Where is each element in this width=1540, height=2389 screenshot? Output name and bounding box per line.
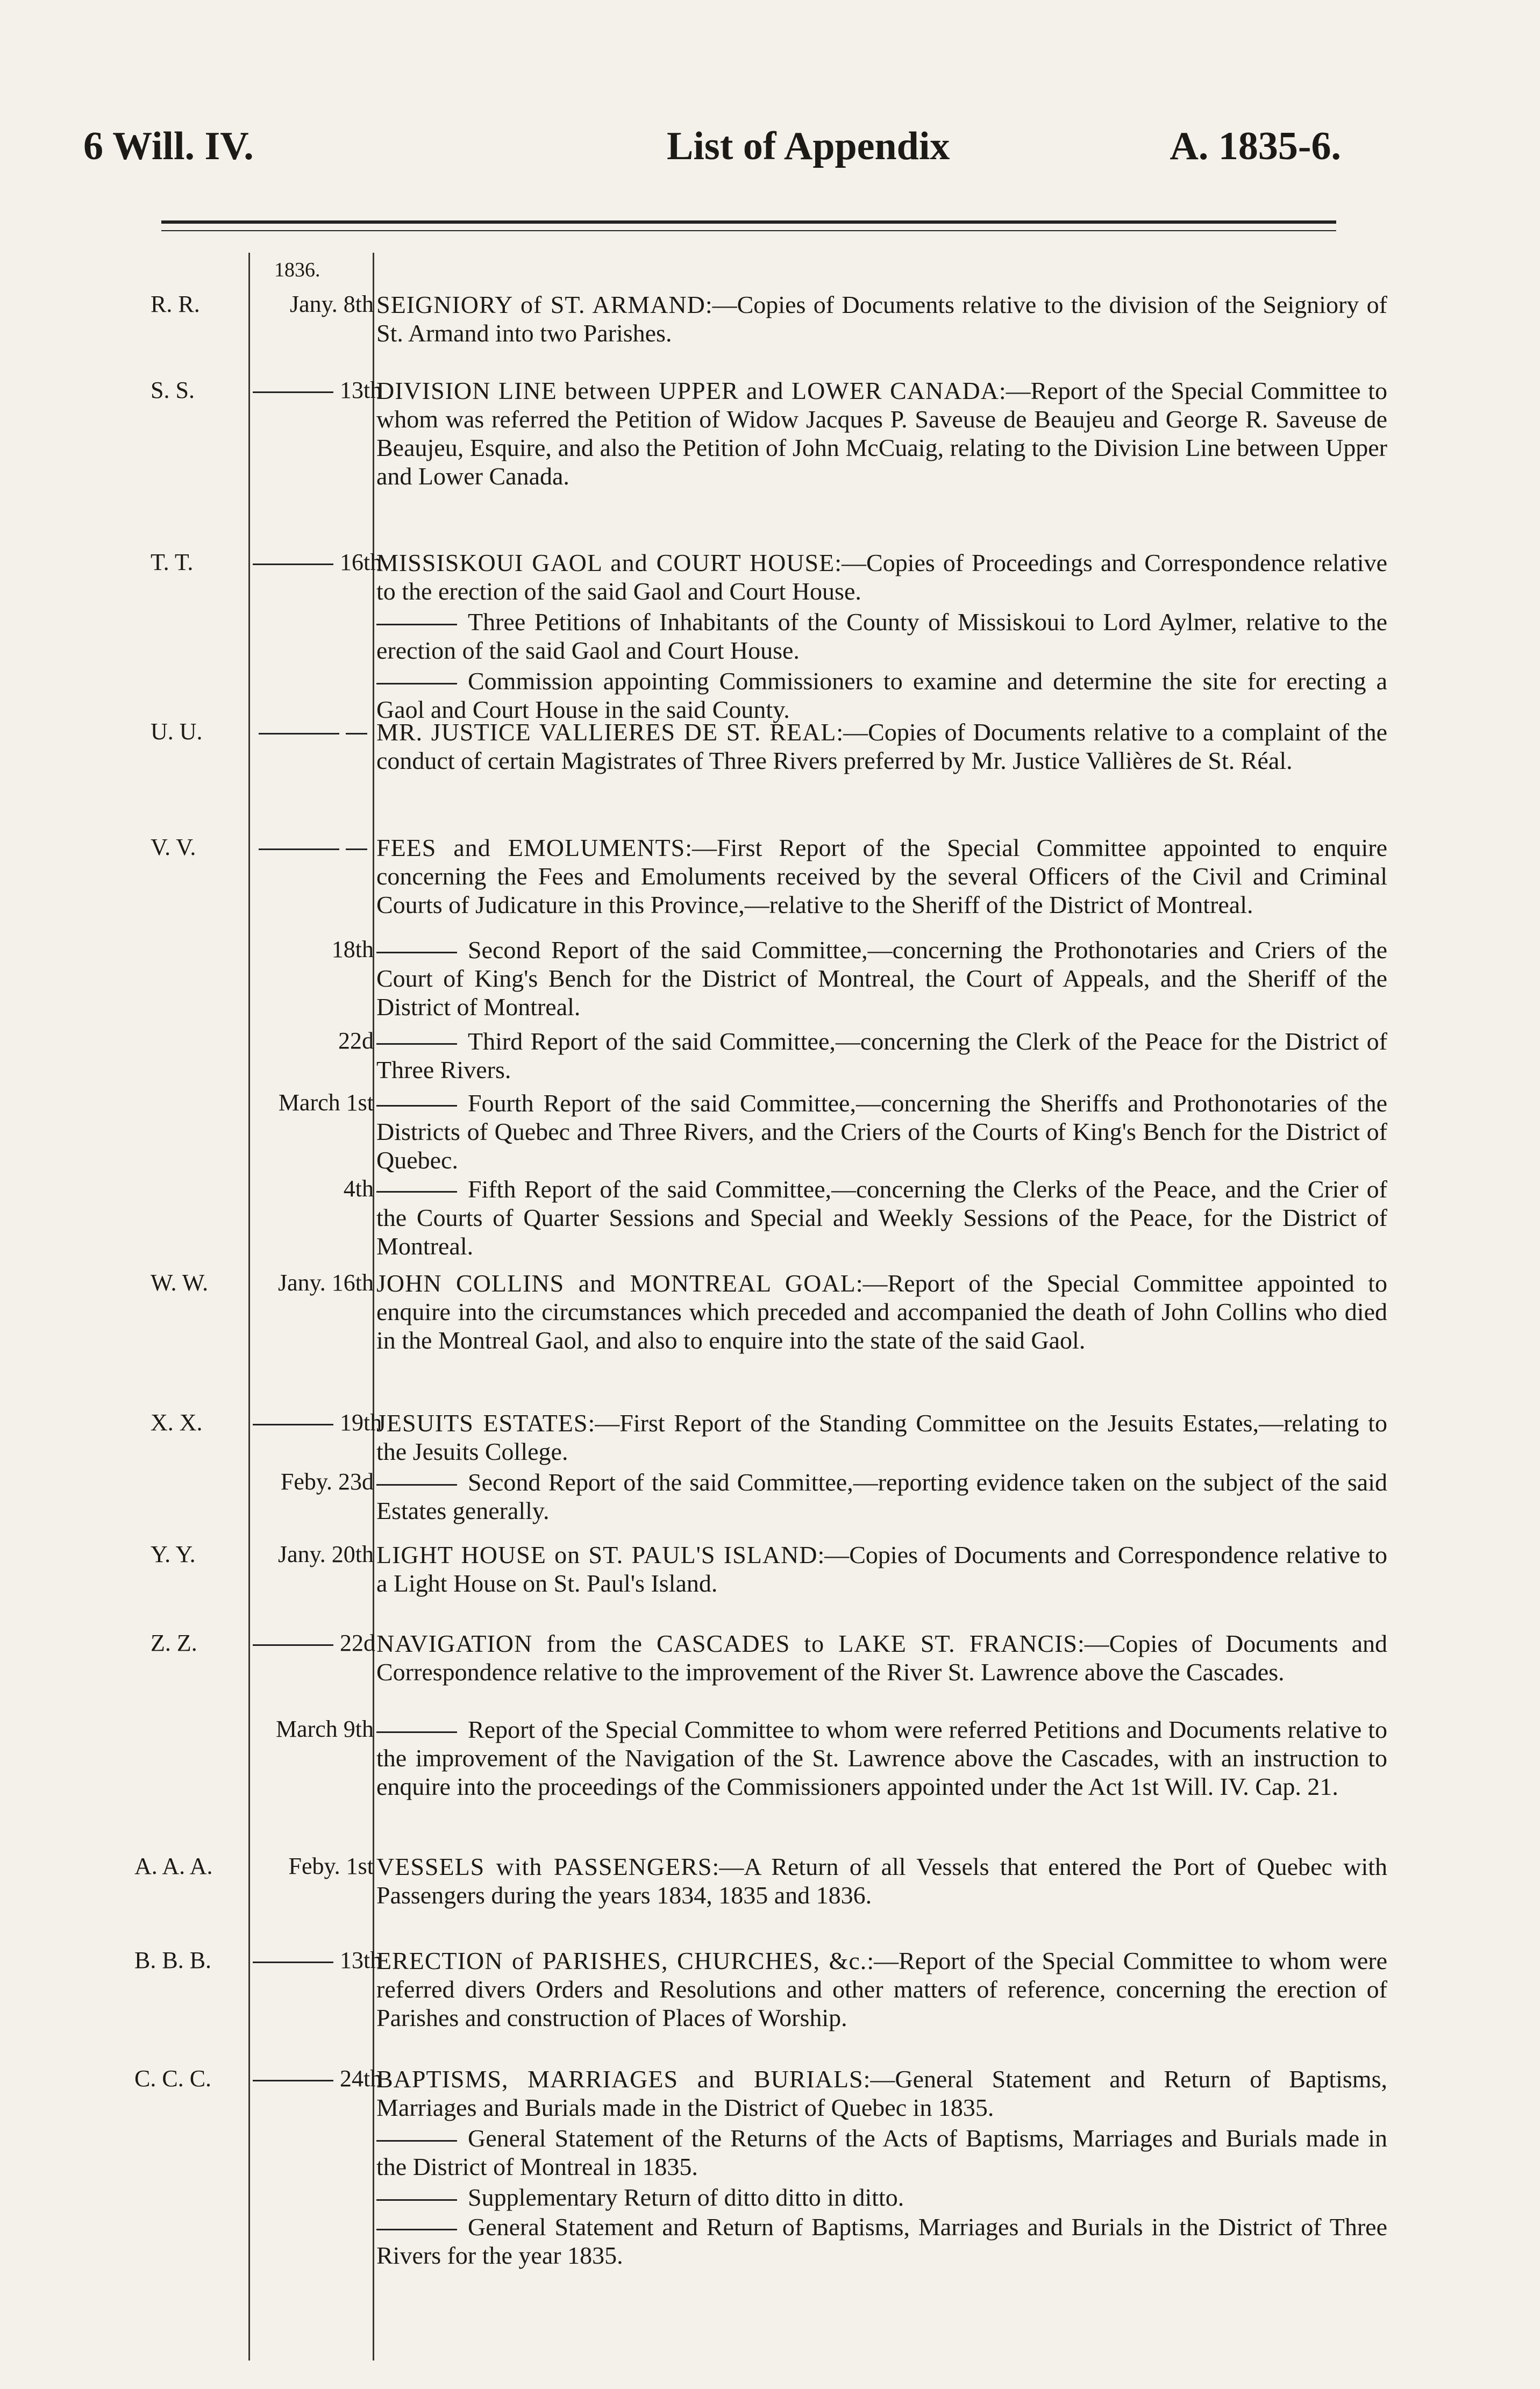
ditto-dash xyxy=(253,2080,333,2081)
entry-letter: X. X. xyxy=(151,1409,203,1436)
item-date: March 9th xyxy=(275,1716,374,1742)
entry-text: :—A Return of all Vessels that entered the Port of Quebec with Passengers during the years 1834, 1835 and 1836. xyxy=(376,1853,1387,1909)
entry-title: VESSELS with PASSENGERS xyxy=(376,1853,712,1880)
ditto-dash xyxy=(253,564,333,565)
ditto-dash xyxy=(376,683,457,684)
entry-date: 22d xyxy=(253,1629,374,1657)
ditto-dash xyxy=(259,848,339,850)
entry-title: LIGHT HOUSE on ST. PAUL'S ISLAND xyxy=(376,1541,818,1568)
entry-sub-item: Fifth Report of the said Committee,—concerning the Clerks of the Peace, and the Crier of the Courts of Quarter Sessions and Special and Weekly Sessions of the Peace, for the District of Montreal. xyxy=(376,1175,1387,1260)
entry-text: :—Copies of Documents relative to the division of the Seigniory of St. Armand into two Parishes. xyxy=(376,291,1387,347)
entry-text: :—Report of the Special Committee to whom was referred the Petition of Widow Jacques P. Saveuse de Beaujeu and George R. Saveuse de Beaujeu, Esquire, and also the Petition of John McCuaig, relating to the Division Line between Upper and Lower Canada. xyxy=(376,377,1387,490)
ditto-dash xyxy=(259,733,339,734)
entry-date: 13th xyxy=(253,1946,374,1974)
entry-subject xyxy=(376,1852,1387,1909)
item-date: Feby. 23d xyxy=(280,1468,374,1495)
entry-subject xyxy=(376,290,1387,347)
entry-subject xyxy=(376,718,1387,775)
ditto-dash xyxy=(376,1191,457,1193)
entry-letter: A. A. A. xyxy=(134,1853,213,1879)
item-date: 22d xyxy=(338,1028,374,1054)
entry-date: 19th xyxy=(253,1409,374,1436)
entry-letter: U. U. xyxy=(151,718,203,745)
ditto-dash xyxy=(376,952,457,953)
entry-title: MR. JUSTICE VALLIERES DE ST. REAL xyxy=(376,718,837,746)
entry-sub-item: Third Report of the said Committee,—concerning the Clerk of the Peace for the District of Three Rivers. xyxy=(376,1028,1387,1083)
entry-text: :—First Report of the Special Committee appointed to enquire concerning the Fees and Emoluments received by the several Officers of the Civil and Criminal Courts of Judicature in this Province,—relative to the Sheriff of the District of Montreal. xyxy=(376,834,1387,918)
entry-title: JESUITS ESTATES xyxy=(376,1409,588,1437)
entry-letter: T. T. xyxy=(151,549,194,575)
ditto-dash xyxy=(346,848,367,850)
entry-date: Jany. 20th xyxy=(277,1541,374,1567)
header-session-year: A. 1835-6. xyxy=(1170,124,1341,168)
header-rule-thick xyxy=(161,220,1336,224)
entry-date: 24th xyxy=(253,2065,374,2092)
item-date: March 1st xyxy=(278,1089,374,1116)
header-rule-thin xyxy=(161,230,1336,231)
ditto-dash xyxy=(376,1731,457,1733)
entry-sub-item: Report of the Special Committee to whom were referred Petitions and Documents relative to the improvement of the Navigation of the St. Lawrence above the Cascades, with an instruction to enquire into the proceedings of the Commissioners appointed under the Act 1st Will. IV. Cap. 21. xyxy=(376,1716,1387,1800)
entry-text: :—Report of the Special Committee appointed to enquire into the circumstances which preceded and accompanied the death of John Collins who died in the Montreal Gaol, and also to enquire into the state of the said Gaol. xyxy=(376,1270,1387,1354)
entry-title: NAVIGATION from the CASCADES to LAKE ST. FRANCIS xyxy=(376,1630,1078,1657)
ditto-dash xyxy=(253,391,333,393)
entry-letter: V. V. xyxy=(151,834,196,860)
entry-letter: S. S. xyxy=(151,377,195,403)
ditto-dash xyxy=(376,624,457,625)
entry-letter: Y. Y. xyxy=(151,1541,196,1567)
entry-letter: B. B. B. xyxy=(134,1947,212,1973)
entry-text: :—Copies of Documents and Correspondence relative to the improvement of the River St. Lawrence above the Cascades. xyxy=(376,1630,1387,1686)
entry-subject xyxy=(376,1946,1387,2032)
entry-subject xyxy=(376,1409,1387,1466)
entry-letter: W. W. xyxy=(151,1270,209,1296)
entry-date: Jany. 16th xyxy=(277,1270,374,1296)
ditto-dash xyxy=(253,1644,333,1646)
entry-subject xyxy=(376,376,1387,490)
ditto-dash xyxy=(376,2229,457,2230)
entry-title: JOHN COLLINS and MONTREAL GOAL xyxy=(376,1270,856,1297)
ditto-dash xyxy=(346,733,367,734)
item-date: 4th xyxy=(343,1175,374,1202)
entry-subject xyxy=(376,548,1387,605)
entry-date xyxy=(253,718,374,745)
entry-date: 16th xyxy=(253,548,374,576)
entry-sub-item: Commission appointing Commissioners to examine and determine the site for erecting a Gaol and Court House in the said County. xyxy=(376,667,1387,723)
entry-title: DIVISION LINE between UPPER and LOWER CANADA xyxy=(376,377,999,404)
entry-subject xyxy=(376,1629,1387,1686)
entry-text: :—Copies of Proceedings and Correspondence relative to the erection of the said Gaol and Court House. xyxy=(376,549,1387,605)
item-date: 18th xyxy=(331,936,374,962)
column-divider-left xyxy=(248,253,250,2361)
entry-date xyxy=(253,833,374,861)
entry-letter: Z. Z. xyxy=(151,1630,197,1656)
ditto-dash xyxy=(376,2199,457,2201)
entry-sub-item: Fourth Report of the said Committee,—concerning the Sheriffs and Prothonotaries of the Districts of Quebec and Three Rivers, and the Criers of the Courts of King's Bench for the District of Quebec. xyxy=(376,1089,1387,1174)
entry-text: :—General Statement and Return of Baptisms, Marriages and Burials made in the District of Quebec in 1835. xyxy=(376,2065,1387,2121)
entry-date: 13th xyxy=(253,376,374,404)
entry-sub-item: Supplementary Return of ditto ditto in ditto. xyxy=(376,2183,1387,2212)
entry-sub-item: General Statement of the Returns of the Acts of Baptisms, Marriages and Burials made in the District of Montreal in 1835. xyxy=(376,2124,1387,2180)
ditto-dash xyxy=(253,1424,333,1425)
entry-text: :—Copies of Documents and Correspondence relative to a Light House on St. Paul's Island. xyxy=(376,1541,1387,1597)
entry-text: :—First Report of the Standing Committee on the Jesuits Estates,—relating to the Jesuits College. xyxy=(376,1409,1387,1465)
ditto-dash xyxy=(376,1043,457,1045)
ditto-dash xyxy=(253,1962,333,1963)
ditto-dash xyxy=(376,1484,457,1486)
entry-letter: R. R. xyxy=(151,291,200,317)
header-session: 6 Will. IV. xyxy=(83,124,254,168)
entry-date: Jany. 8th xyxy=(289,291,374,317)
entry-letter: C. C. C. xyxy=(134,2065,212,2092)
entry-sub-item: Three Petitions of Inhabitants of the County of Missiskoui to Lord Aylmer, relative to the erection of the said Gaol and Court House. xyxy=(376,608,1387,664)
entry-sub-item: Second Report of the said Committee,—reporting evidence taken on the subject of the said Estates generally. xyxy=(376,1468,1387,1524)
entry-subject xyxy=(376,1541,1387,1598)
entry-subject xyxy=(376,2065,1387,2122)
header-title: List of Appendix xyxy=(667,124,950,168)
entry-title: SEIGNIORY of ST. ARMAND xyxy=(376,291,705,318)
entry-title: ERECTION of PARISHES, CHURCHES, &c. xyxy=(376,1947,867,1974)
entry-title: FEES and EMOLUMENTS xyxy=(376,834,686,861)
entry-title: BAPTISMS, MARRIAGES and BURIALS xyxy=(376,2065,864,2093)
ditto-dash xyxy=(376,1105,457,1107)
entry-subject xyxy=(376,1269,1387,1354)
entry-text: :—Copies of Documents relative to a complaint of the conduct of certain Magistrates of Three Rivers preferred by Mr. Justice Vallières de St. Réal. xyxy=(376,718,1387,774)
entry-subject xyxy=(376,833,1387,919)
entry-text: :—Report of the Special Committee to whom were referred divers Orders and Resolutions and other matters of reference, concerning the erection of Parishes and construction of Places of Worship. xyxy=(376,1947,1387,2031)
entry-date: Feby. 1st xyxy=(288,1853,374,1879)
entry-title: MISSISKOUI GAOL and COURT HOUSE xyxy=(376,549,835,576)
ditto-dash xyxy=(376,2140,457,2142)
year-label: 1836. xyxy=(274,259,320,281)
entry-sub-item: General Statement and Return of Baptisms, Marriages and Burials in the District of Three Rivers for the year 1835. xyxy=(376,2213,1387,2269)
entry-sub-item: Second Report of the said Committee,—concerning the Prothonotaries and Criers of the Court of King's Bench for the District of Montreal, the Court of Appeals, and the Sheriff of the District of Montreal. xyxy=(376,936,1387,1021)
